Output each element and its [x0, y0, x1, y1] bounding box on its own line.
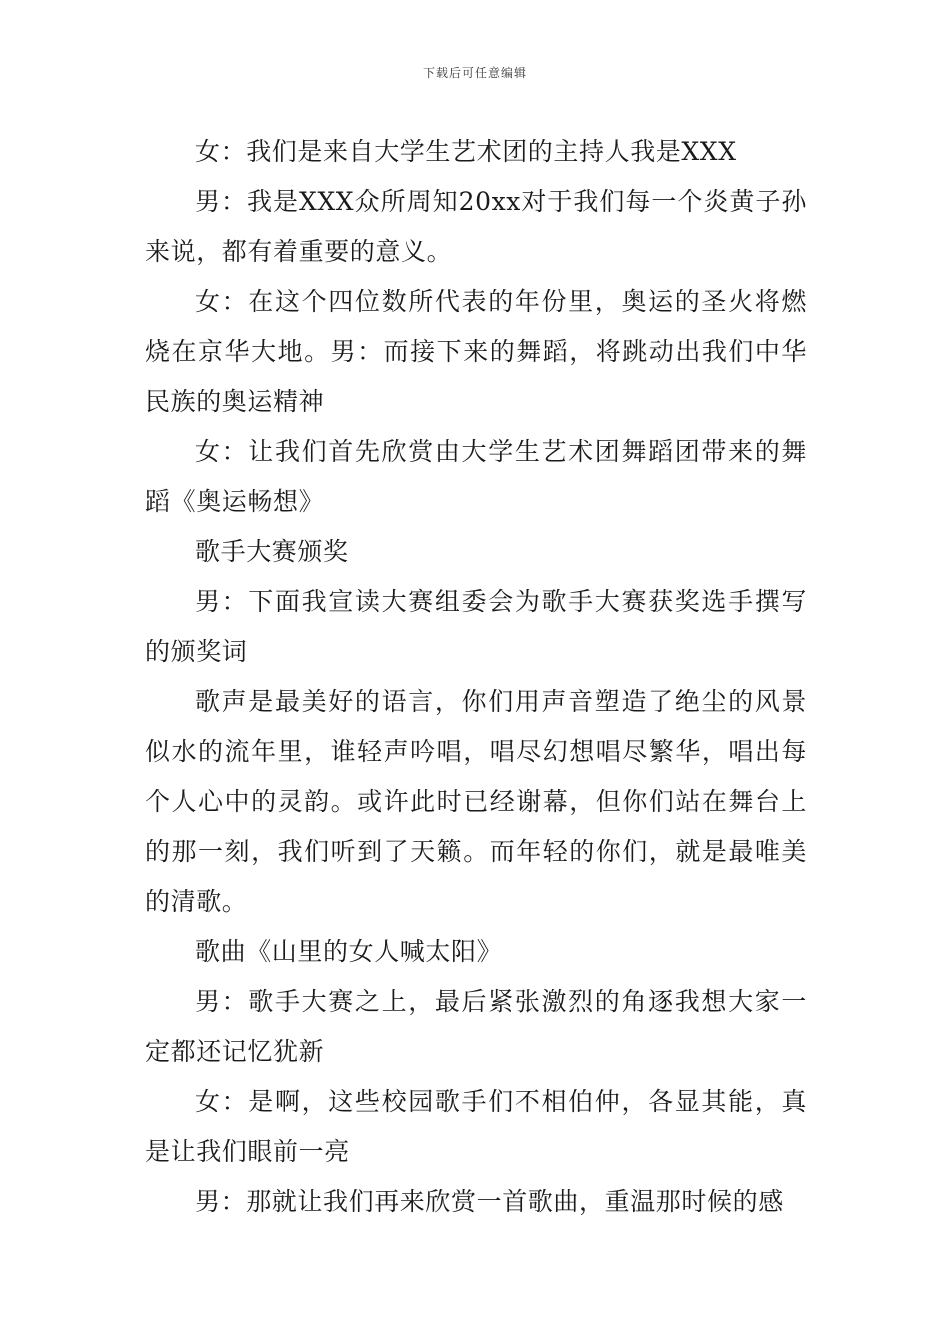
paragraph: 歌声是最美好的语言，你们用声音塑造了绝尘的风景似水的流年里，谁轻声吟唱，唱尽幻想唱尽繁华，唱出每个人心中的灵韵。或许此时已经谢幕，但你们站在舞台上的那一刻，我们听到了天籁。而年轻的你们，就是最唯美的清歌。 — [145, 687, 807, 916]
paragraph: 男：下面我宣读大赛组委会为歌手大赛获奖选手撰写的颁奖词 — [145, 587, 807, 666]
paragraph: 女：在这个四位数所代表的年份里，奥运的圣火将燃烧在京华大地。男：而接下来的舞蹈，将跳动出我们中华民族的奥运精神 — [145, 287, 807, 416]
paragraph: 男：那就让我们再来欣赏一首歌曲，重温那时候的感 — [195, 1187, 784, 1216]
document-body — [145, 127, 807, 1227]
paragraph: 女：是啊，这些校园歌手们不相伯仲，各显其能，真是让我们眼前一亮 — [145, 1087, 807, 1166]
section-heading: 歌曲《山里的女人喊太阳》 — [195, 937, 503, 966]
page-header: 下载后可任意编辑 — [422, 66, 527, 80]
paragraph: 男：我是XXX众所周知20xx对于我们每一个炎黄子孙来说，都有着重要的意义。 — [145, 187, 807, 266]
paragraph: 女：让我们首先欣赏由大学生艺术团舞蹈团带来的舞蹈《奥运畅想》 — [145, 437, 807, 516]
paragraph: 女：我们是来自大学生艺术团的主持人我是XXX — [195, 137, 737, 166]
paragraph: 男：歌手大赛之上，最后紧张激烈的角逐我想大家一定都还记忆犹新 — [145, 987, 807, 1066]
section-heading: 歌手大赛颁奖 — [195, 537, 349, 566]
